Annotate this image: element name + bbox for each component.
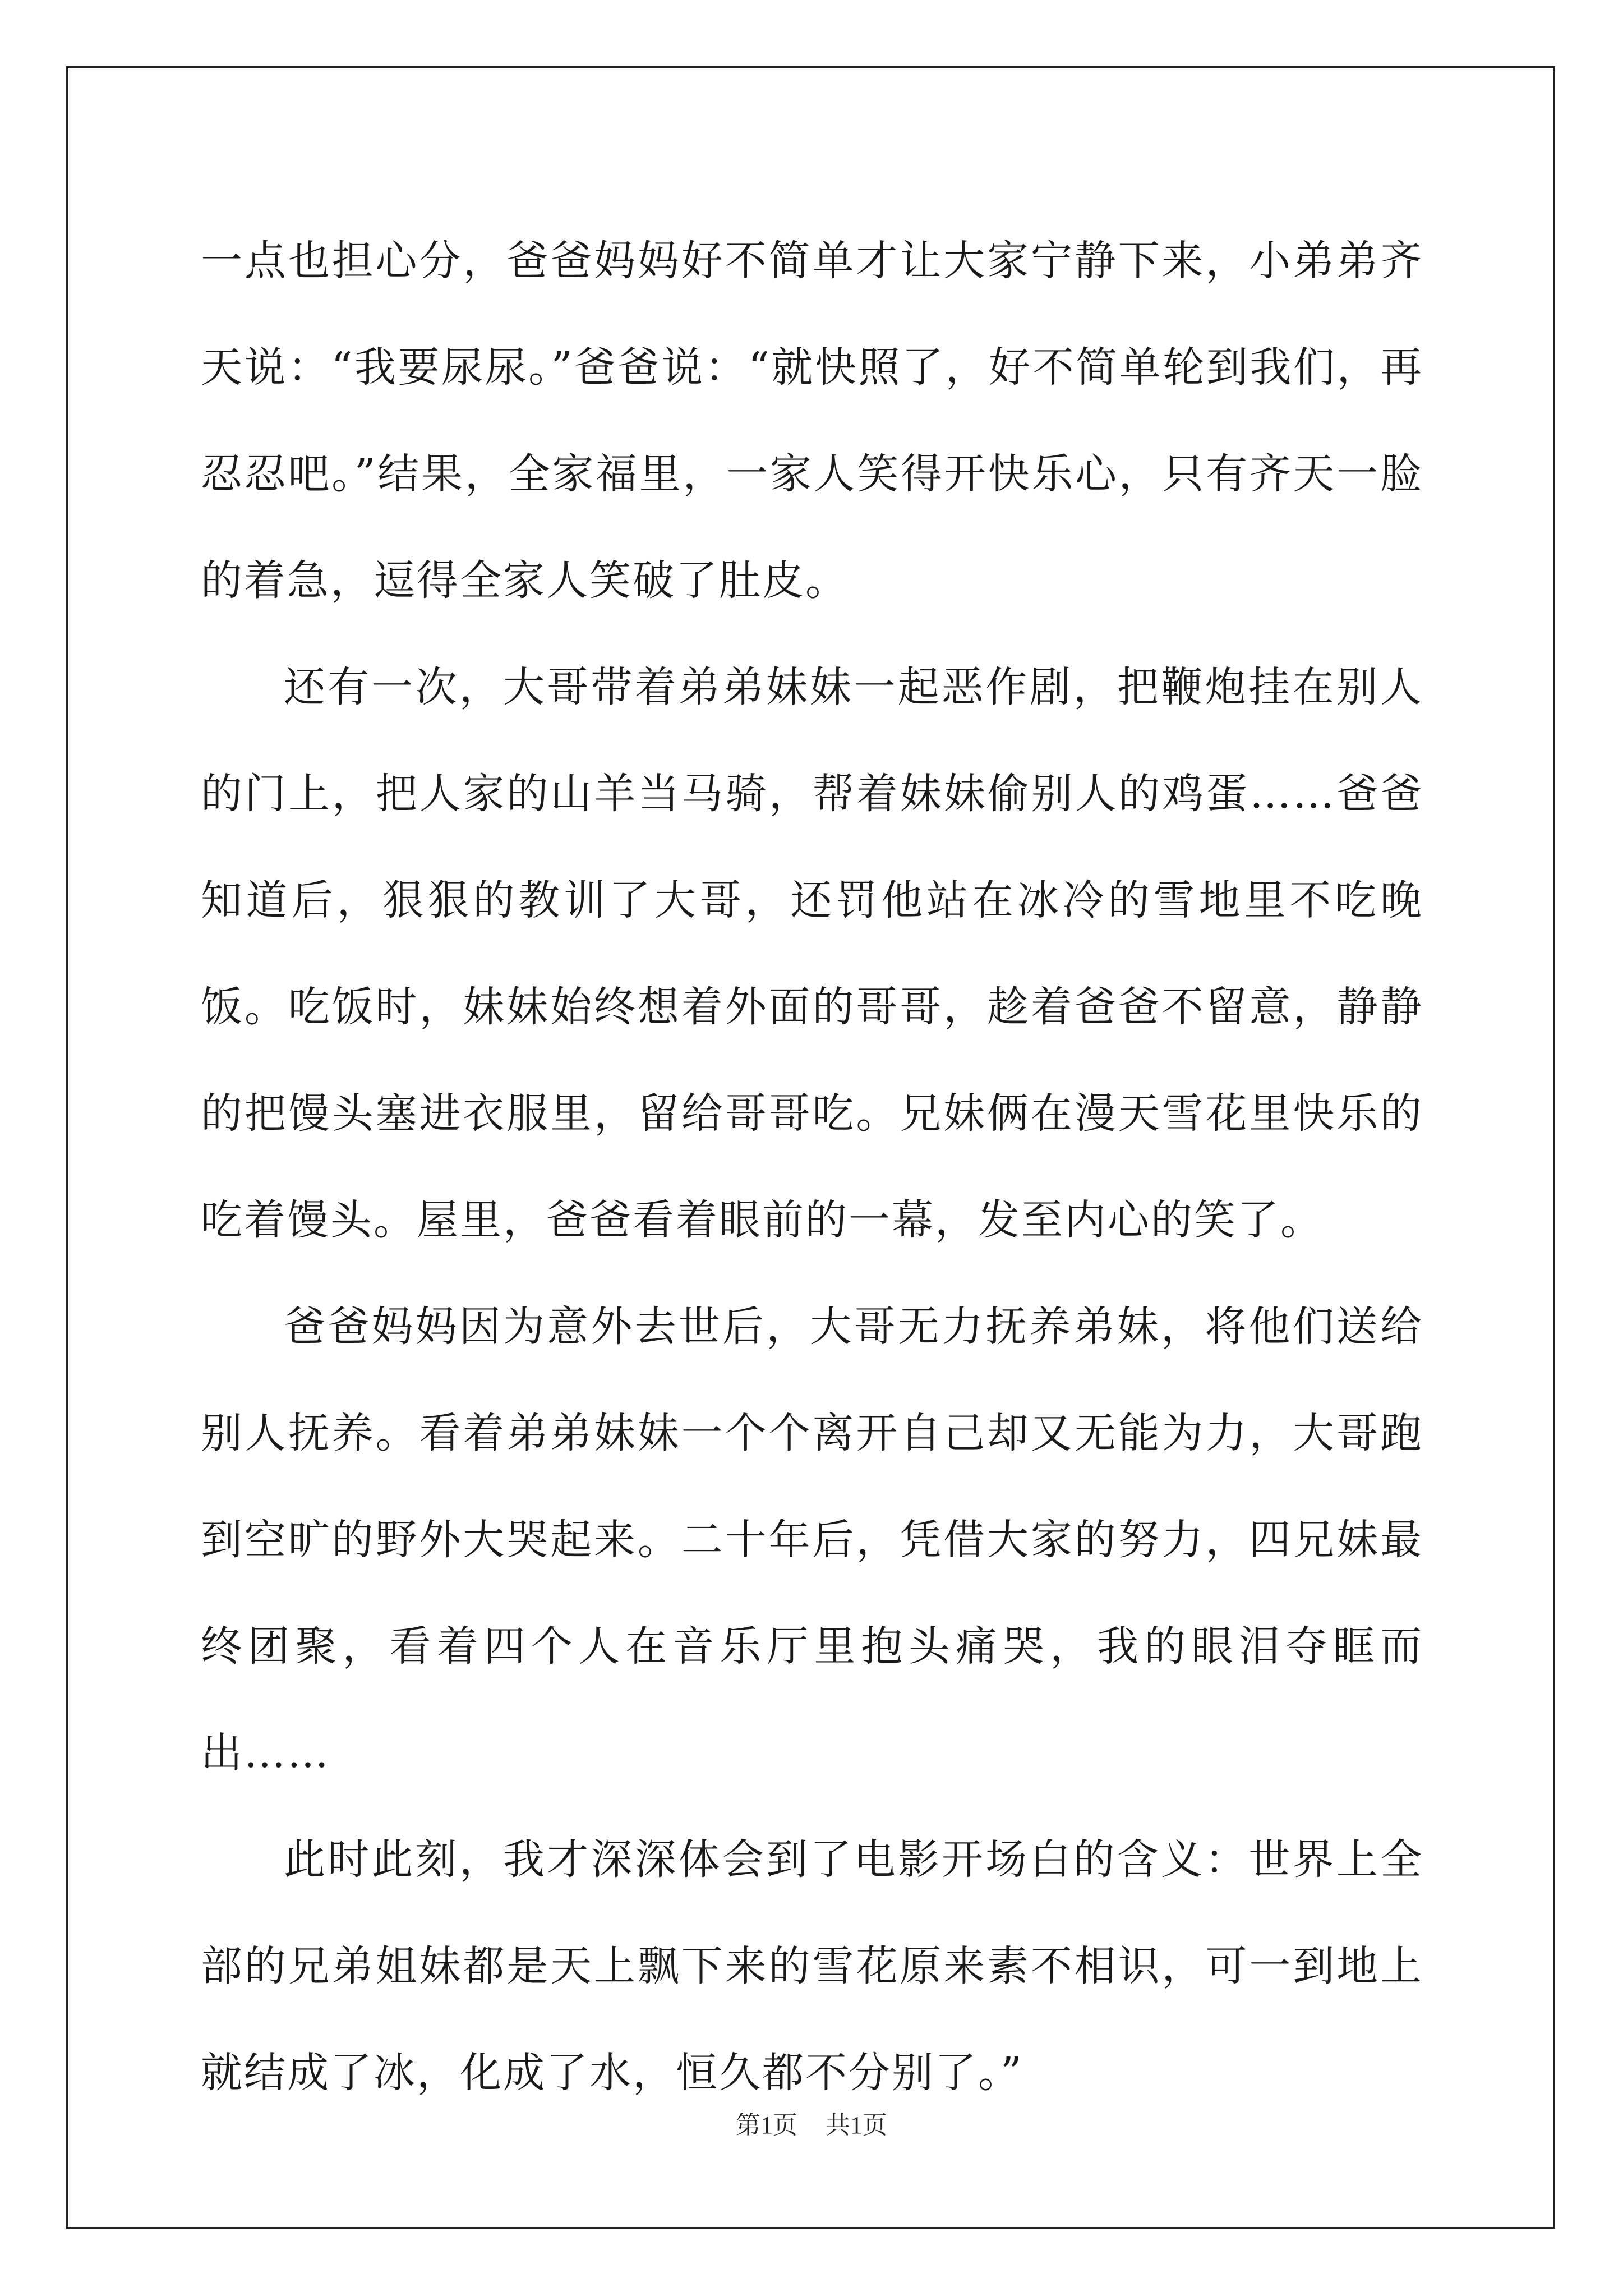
- paragraph-2: 还有一次，大哥带着弟弟妹妹一起恶作剧，把鞭炮挂在别人的门上，把人家的山羊当马骑，帮着妹妹偷别人的鸡蛋……爸爸知道后，狠狠的教训了大哥，还罚他站在冰冷的雪地里不吃晚饭。吃饭时，妹妹始终想着外面的哥哥，趁着爸爸不留意，静静的把馒头塞进衣服里，留给哥哥吃。兄妹俩在漫天雪花里快乐的吃着馒头。屋里，爸爸看着眼前的一幕，发至内心的笑了。: [201, 663, 1423, 1244]
- page-footer: [0, 2105, 1623, 2141]
- paragraph-4: 此时此刻，我才深深体会到了电影开场白的含义：世界上全部的兄弟姐妹都是天上飘下来的雪花原来素不相识，可一到地上就结成了冰，化成了水，恒久都不分别了。”: [201, 1835, 1423, 2097]
- paragraph-3: 爸爸妈妈因为意外去世后，大哥无力抚养弟妹，将他们送给别人抚养。看着弟弟妹妹一个个离开自己却又无能为力，大哥跑到空旷的野外大哭起来。二十年后，凭借大家的努力，四兄妹最终团聚，看着四个人在音乐厅里抱头痛哭，我的眼泪夺眶而出……: [201, 1303, 1423, 1777]
- document-body: [201, 208, 1423, 2126]
- paragraph-1: 一点也担心分，爸爸妈妈好不简单才让大家宁静下来，小弟弟齐天说：“我要尿尿。”爸爸说：“就快照了，好不简单轮到我们，再忍忍吧。”结果，全家福里，一家人笑得开快乐心，只有齐天一脸的着急，逗得全家人笑破了肚皮。: [201, 237, 1423, 605]
- page-number: 第1页: [736, 2111, 797, 2139]
- page-total: 共1页: [826, 2111, 887, 2139]
